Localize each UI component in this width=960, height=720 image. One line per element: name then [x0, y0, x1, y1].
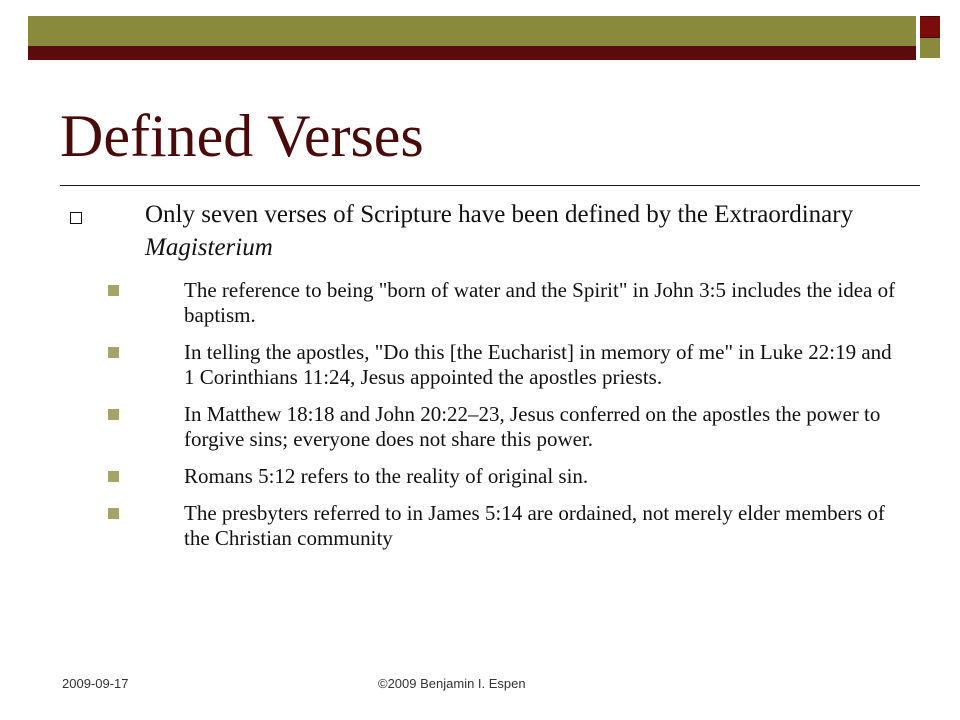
sub-bullet-item [108, 278, 898, 328]
sub-bullet-text: In telling the apostles, "Do this [the Eucharist] in memory of me" in Luke 22:19 and 1 Corinthians 11:24, Jesus appointed the apostles priests. [184, 340, 892, 389]
corner-decoration-olive [920, 38, 940, 58]
hollow-square-bullet-icon [70, 212, 82, 224]
main-bullet-text [145, 198, 884, 264]
sub-bullet-text: Romans 5:12 refers to the reality of original sin. [184, 464, 589, 488]
top-banner [28, 16, 916, 46]
sub-bullet-item [108, 340, 898, 390]
slide-title: Defined Verses [60, 103, 424, 169]
main-bullet-text-prefix: Only seven verses of Scripture have been defined by the Extraordinary [145, 201, 854, 228]
sub-bullet-item [108, 402, 898, 452]
main-bullet [64, 198, 884, 264]
sub-bullet-text: In Matthew 18:18 and John 20:22–23, Jesus conferred on the apostles the power to forgive sins; everyone does not share this power. [184, 402, 881, 451]
main-bullet-text-italic: Magisterium [145, 234, 273, 261]
sub-bullet-item [108, 501, 898, 551]
footer-copyright: ©2009 Benjamin I. Espen [378, 676, 526, 691]
sub-bullet-text: The reference to being "born of water and the Spirit" in John 3:5 includes the idea of baptism. [184, 278, 896, 327]
title-divider [60, 185, 920, 186]
sub-bullet-list [108, 278, 898, 563]
square-bullet-icon [108, 285, 119, 296]
sub-bullet-text: The presbyters referred to in James 5:14 are ordained, not merely elder members of the Christian community [184, 501, 885, 550]
square-bullet-icon [108, 347, 119, 358]
corner-decoration-red [920, 16, 940, 38]
footer-date: 2009-09-17 [62, 676, 129, 691]
square-bullet-icon [108, 508, 119, 519]
sub-bullet-item [108, 464, 898, 489]
square-bullet-icon [108, 471, 119, 482]
square-bullet-icon [108, 409, 119, 420]
top-banner-strip [28, 46, 916, 60]
